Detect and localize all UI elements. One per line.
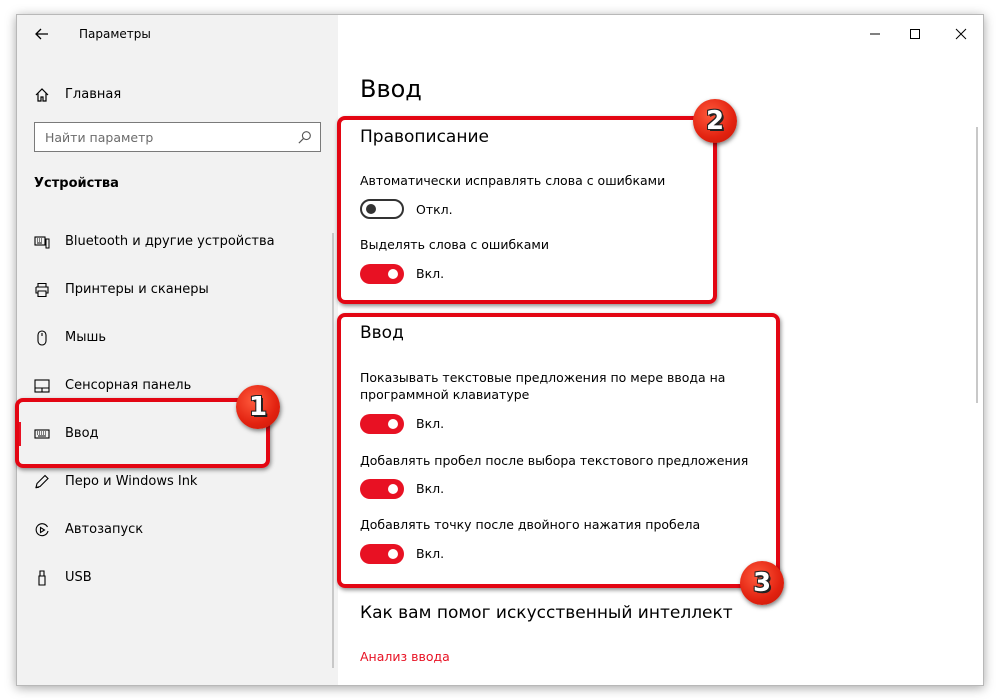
autoplay-icon: [34, 522, 50, 538]
content-pane: [338, 15, 984, 685]
add-space-label: Добавлять пробел после выбора текстового предложения: [360, 453, 749, 468]
sidebar-item-bluetooth[interactable]: [17, 222, 338, 262]
maximize-icon: [909, 28, 921, 40]
minimize-icon: [869, 28, 881, 40]
sidebar-item-label: Ввод: [65, 426, 99, 441]
sidebar-item-touchpad[interactable]: [17, 366, 338, 406]
show-suggestions-toggle[interactable]: [360, 414, 404, 434]
pen-icon: [34, 474, 50, 490]
typing-group-title: Ввод: [360, 323, 404, 343]
annotation-badge-2: 2: [693, 99, 737, 143]
toggle-knob: [366, 204, 376, 214]
autocorrect-toggle[interactable]: [360, 199, 404, 219]
close-icon: [955, 28, 967, 40]
sidebar-item-label: Мышь: [65, 330, 107, 345]
keyboard-icon: [34, 426, 50, 442]
add-space-toggle[interactable]: [360, 479, 404, 499]
sidebar-item-label: Автозапуск: [65, 522, 144, 537]
sidebar: [17, 15, 338, 685]
home-nav-item[interactable]: [17, 79, 338, 111]
spelling-group-title: Правописание: [360, 127, 489, 147]
close-button[interactable]: [946, 23, 976, 45]
sidebar-item-label: Перо и Windows Ink: [65, 474, 198, 489]
highlight-misspelled-state: Вкл.: [416, 266, 445, 281]
show-suggestions-label: Показывать текстовые предложения по мере ввода на программной клавиатуре: [360, 370, 726, 402]
annotation-badge-1: 1: [236, 385, 280, 429]
back-arrow-icon: [35, 28, 49, 40]
touchpad-icon: [34, 378, 50, 394]
show-suggestions-state: Вкл.: [416, 416, 445, 431]
sidebar-item-usb[interactable]: [17, 558, 338, 598]
sidebar-item-printers[interactable]: [17, 270, 338, 310]
search-placeholder: Найти параметр: [45, 130, 154, 145]
section-title-devices: Устройства: [34, 176, 119, 191]
add-period-state: Вкл.: [416, 546, 445, 561]
sidebar-item-autoplay[interactable]: [17, 510, 338, 550]
toggle-knob: [388, 419, 398, 429]
add-period-toggle[interactable]: [360, 544, 404, 564]
sidebar-item-label: Принтеры и сканеры: [65, 282, 209, 297]
page-title: Ввод: [360, 75, 422, 103]
sidebar-item-pen[interactable]: [17, 462, 338, 502]
sidebar-item-label: Bluetooth и другие устройства: [65, 234, 275, 249]
settings-window: [16, 14, 984, 686]
highlight-misspelled-label: Выделять слова с ошибками: [360, 237, 549, 252]
sidebar-item-label: Сенсорная панель: [65, 378, 192, 393]
ai-section-title: Как вам помог искусственный интеллект: [360, 603, 733, 623]
add-period-label: Добавлять точку после двойного нажатия пробела: [360, 517, 701, 532]
search-input[interactable]: [34, 122, 321, 152]
usb-icon: [34, 570, 50, 586]
mouse-icon: [34, 330, 50, 346]
app-title: Параметры: [79, 27, 151, 41]
minimize-button[interactable]: [860, 23, 890, 45]
autocorrect-state: Откл.: [416, 202, 453, 217]
add-space-state: Вкл.: [416, 481, 445, 496]
home-label: Главная: [65, 87, 122, 102]
annotation-badge-3: 3: [740, 561, 784, 605]
toggle-knob: [388, 269, 398, 279]
content-scrollbar[interactable]: [976, 127, 978, 403]
autocorrect-label: Автоматически исправлять слова с ошибками: [360, 173, 666, 188]
bluetooth-devices-icon: [34, 234, 50, 250]
printer-icon: [34, 282, 50, 298]
sidebar-item-mouse[interactable]: [17, 318, 338, 358]
sidebar-item-label: USB: [65, 570, 92, 585]
back-button[interactable]: [30, 22, 54, 46]
toggle-knob: [388, 484, 398, 494]
maximize-button[interactable]: [900, 23, 930, 45]
sidebar-scrollbar[interactable]: [332, 233, 334, 668]
selection-indicator: [17, 422, 21, 446]
home-icon: [34, 87, 50, 103]
search-icon[interactable]: [297, 130, 312, 145]
typing-insights-link[interactable]: Анализ ввода: [360, 649, 450, 664]
sidebar-item-typing[interactable]: [17, 414, 338, 454]
highlight-misspelled-toggle[interactable]: [360, 264, 404, 284]
toggle-knob: [388, 549, 398, 559]
